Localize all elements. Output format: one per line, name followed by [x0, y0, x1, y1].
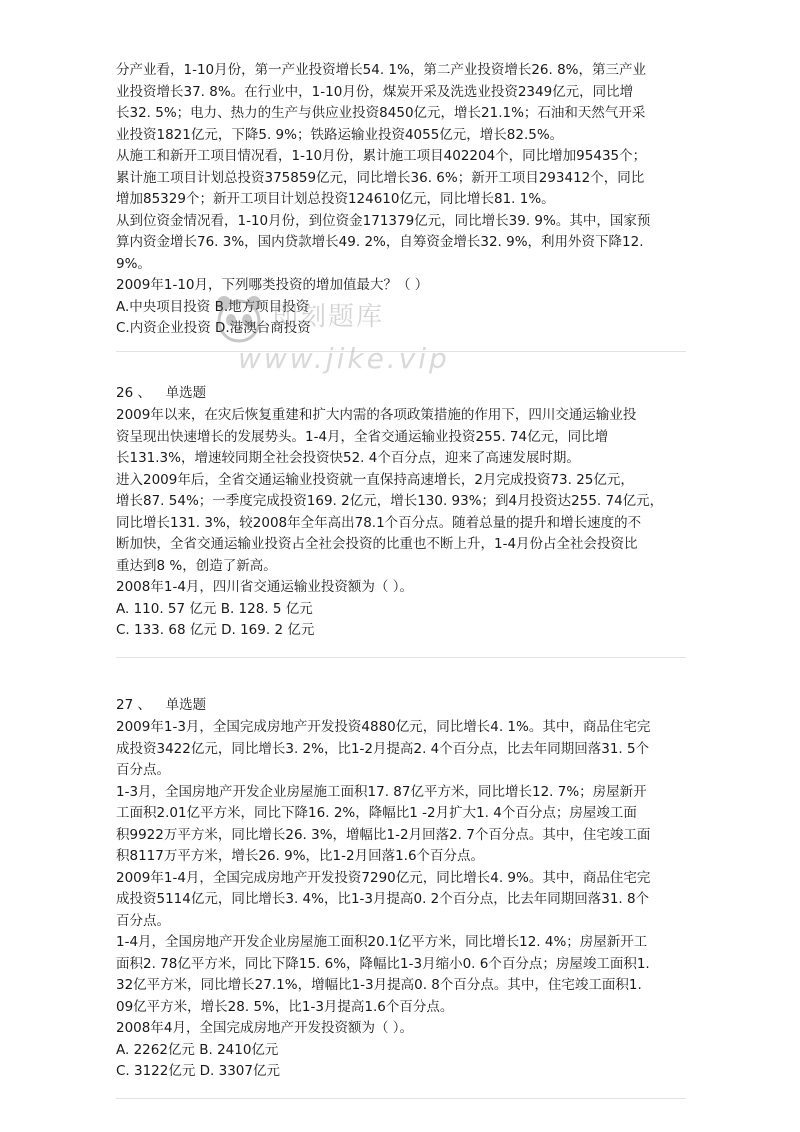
document-page [116, 60, 686, 1099]
passage-line: 积9922万平方米，同比增长26. 3%，增幅比1-2月回落2. 7个百分点。其中，住宅竣工面 [116, 826, 651, 843]
passage-line: 资呈现出快速增长的发展势头。1-4月，全省交通运输业投资255. 74亿元，同比增 [116, 428, 609, 445]
watermark-url: www.jike.vip [238, 342, 450, 375]
passage-line: 1-3月，全国房地产开发企业房屋施工面积17. 87亿平方米，同比增长12. 7%；房屋新开 [116, 783, 647, 800]
question-stem: 2008年4月，全国完成房地产开发投资额为（ ）。 [116, 1020, 413, 1036]
passage-line: 长131.3%，增速较同期全社会投资快52. 4个百分点，迎来了高速发展时期。 [116, 450, 580, 466]
passage-line: 2009年1-3月，全国完成房地产开发投资4880亿元，同比增长4. 1%。其中，商品住宅完 [116, 719, 651, 735]
passage-line: 业投资1821亿元，下降5. 9%；铁路运输业投资4055亿元，增长82.5%。 [116, 126, 564, 143]
answer-options: A.中央项目投资 B.地方项目投资 [116, 298, 310, 315]
passage-line: 同比增长131. 3%，较2008年全年高出78.1个百分点。随着总量的提升和增长速度的不 [116, 514, 642, 531]
passage-line: 重达到8 %，创造了新高。 [116, 557, 277, 574]
passage-line: 从到位资金情况看，1-10月份，到位资金171379亿元，同比增长39. 9%。其中，国家预 [116, 212, 651, 229]
passage-line: 工面积2.01亿平方米，同比下降16. 2%，降幅比1 -2月扩大1. 4个百分点；房屋竣工面 [116, 805, 637, 821]
passage-line: 9%。 [116, 255, 151, 272]
question-number: 26 、 [116, 384, 151, 401]
passage-line: 2009年1-4月，全国完成房地产开发投资7290亿元，同比增长4. 9%。其中，商品住宅完 [116, 869, 651, 886]
passage-line: 分产业看，1-10月份，第一产业投资增长54. 1%，第二产业投资增长26. 8%，第三产业 [116, 62, 646, 78]
passage-line: 百分点。 [116, 762, 170, 778]
question-25-body [116, 60, 686, 340]
question-stem: 2009年1-10月，下列哪类投资的增加值最大？（ ） [116, 277, 429, 293]
passage-line: 09亿平方米，增长28. 5%，比1-3月提高1.6个百分点。 [116, 998, 454, 1015]
passage-line: 成投资3422亿元，同比增长3. 2%，比1-2月提高2. 4个百分点，比去年同期回落31. 5个 [116, 740, 650, 757]
passage-line: 32亿平方米，同比增长27.1%，增幅比1-3月提高0. 8个百分点。其中，住宅竣工面积1. [116, 977, 642, 993]
question-stem: 2008年1-4月，四川省交通运输业投资额为（ ）。 [116, 579, 413, 595]
passage-line: 增加85329个；新开工项目计划总投资124610亿元，同比增长81. 1%。 [116, 191, 555, 207]
answer-options: C. 133. 68 亿元 D. 169. 2 亿元 [116, 622, 315, 638]
watermark-brand: 即刻题库 [272, 302, 385, 332]
passage-line: 2009年以来，在灾后恢复重建和扩大内需的各项政策措施的作用下，四川交通运输业投 [116, 407, 637, 423]
question-header [116, 383, 686, 405]
answer-options: A. 110. 57 亿元 B. 128. 5 亿元 [116, 600, 313, 617]
question-number: 27 、 [116, 696, 151, 713]
question-27 [116, 695, 686, 1083]
answer-options: C.内资企业投资 D.港澳台商投资 [116, 320, 311, 336]
question-divider [116, 1098, 686, 1099]
passage-line: 从施工和新开工项目情况看，1-10月份，累计施工项目402204个，同比增加95435个； [116, 148, 647, 164]
question-header [116, 695, 686, 717]
passage-line: 业投资增长37. 8%。在行业中，1-10月份，煤炭开采及洗选业投资2349亿元，同比增 [116, 83, 634, 100]
passage-line: 1-4月，全国房地产开发企业房屋施工面积20.1亿平方米，同比增长12. 4%；房屋新开工 [116, 934, 648, 950]
passage-line: 百分点。 [116, 912, 170, 929]
question-type: 单选题 [165, 384, 207, 401]
passage-line: 增长87. 54%；一季度完成投资169. 2亿元，增长130. 93%；到4月投资达255. 74亿元， [116, 493, 664, 509]
passage-line: 面积2. 78亿平方米，同比下降15. 6%，降幅比1-3月缩小0. 6个百分点；房屋竣工面积1. [116, 955, 650, 972]
question-26 [116, 383, 686, 642]
answer-options: A. 2262亿元 B. 2410亿元 [116, 1041, 279, 1058]
answer-options: C. 3122亿元 D. 3307亿元 [116, 1063, 280, 1079]
passage-line: 长32. 5%；电力、热力的生产与供应业投资8450亿元，增长21.1%；石油和天然气开采 [116, 105, 646, 121]
passage-line: 累计施工项目计划总投资375859亿元，同比增长36. 6%；新开工项目293412个，同比 [116, 169, 645, 186]
passage-line: 成投资5114亿元，同比增长3. 4%，比1-3月提高0. 2个百分点，比去年同期回落31. 8个 [116, 891, 650, 907]
question-type: 单选题 [165, 696, 207, 713]
passage-line: 算内资金增长76. 3%，国内贷款增长49. 2%，自筹资金增长32. 9%，利用外资下降12. [116, 234, 644, 250]
passage-line: 进入2009年后，全省交通运输业投资就一直保持高速增长，2月完成投资73. 25亿元， [116, 471, 634, 488]
passage-line: 积8117万平方米，增长26. 9%，比1-2月回落1.6个百分点。 [116, 848, 485, 864]
passage-line: 断加快，全省交通运输业投资占全社会投资的比重也不断上升，1-4月份占全社会投资比 [116, 536, 638, 552]
